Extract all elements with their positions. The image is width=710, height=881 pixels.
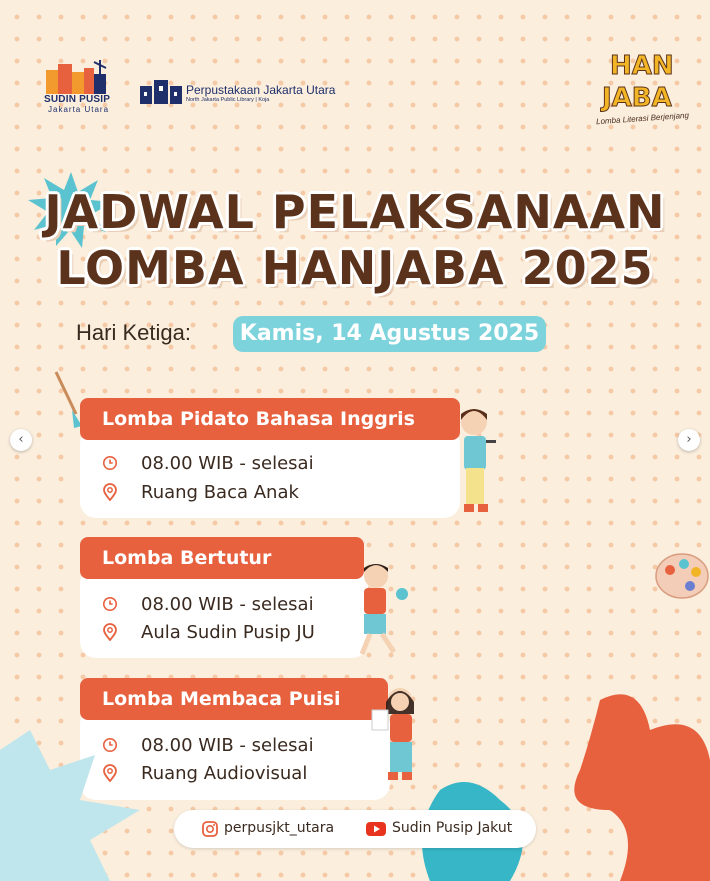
youtube-channel[interactable]: Sudin Pusip Jakut xyxy=(392,820,513,836)
clock-icon xyxy=(102,454,118,472)
location-pin-icon xyxy=(102,623,118,641)
child-storyteller-illustration-icon xyxy=(348,558,410,662)
carousel-prev-button[interactable]: ‹ xyxy=(10,429,32,451)
event-title-1: Lomba Pidato Bahasa Inggris xyxy=(80,398,460,440)
perpustakaan-logo xyxy=(140,78,340,108)
event-time-1: 08.00 WIB - selesai xyxy=(141,453,314,474)
event-time-2: 08.00 WIB - selesai xyxy=(141,594,314,615)
perpustakaan-subtitle: North Jakarta Public Library | Koja xyxy=(186,97,270,103)
date-badge: Kamis, 14 Agustus 2025 xyxy=(233,316,546,352)
svg-text:HAN: HAN xyxy=(610,51,674,81)
bottom-right-orange-blob-decoration xyxy=(560,690,710,881)
bottom-left-blob-decoration xyxy=(0,730,150,881)
event-place-3: Ruang Audiovisual xyxy=(141,763,308,784)
event-time-3: 08.00 WIB - selesai xyxy=(141,735,314,756)
hanjaba-logo xyxy=(595,44,690,134)
event-title-3: Lomba Membaca Puisi xyxy=(80,678,388,720)
title-line-2: LOMBA HANJABA 2025 xyxy=(56,241,654,295)
building-logo-icon xyxy=(46,60,108,94)
social-footer xyxy=(174,810,536,848)
clock-icon xyxy=(102,595,118,613)
perpustakaan-name: Perpustakaan Jakarta Utara xyxy=(186,83,336,97)
svg-text:JABA: JABA xyxy=(602,83,672,113)
carousel-next-button[interactable]: › xyxy=(678,429,700,451)
sudin-pusip-name: SUDIN PUSIP xyxy=(44,94,111,105)
event-place-2: Aula Sudin Pusip JU xyxy=(141,622,315,643)
instagram-icon xyxy=(202,821,218,837)
hanjaba-wordmark-icon xyxy=(596,44,686,114)
title-line-1: JADWAL PELAKSANAAN xyxy=(44,185,666,239)
youtube-icon xyxy=(366,822,386,836)
library-building-icon xyxy=(140,78,182,104)
child-speaker-illustration-icon xyxy=(452,404,502,520)
event-place-1: Ruang Baca Anak xyxy=(141,482,299,503)
day-label: Hari Ketiga: xyxy=(76,320,191,345)
instagram-handle[interactable]: perpusjkt_utara xyxy=(224,820,335,836)
event-title-2: Lomba Bertutur xyxy=(80,537,364,579)
paint-palette-icon xyxy=(652,550,710,602)
hanjaba-tagline: Lomba Literasi Berjenjang xyxy=(595,110,690,127)
location-pin-icon xyxy=(102,483,118,501)
sudin-pusip-region: Jakarta Utara xyxy=(48,105,110,114)
